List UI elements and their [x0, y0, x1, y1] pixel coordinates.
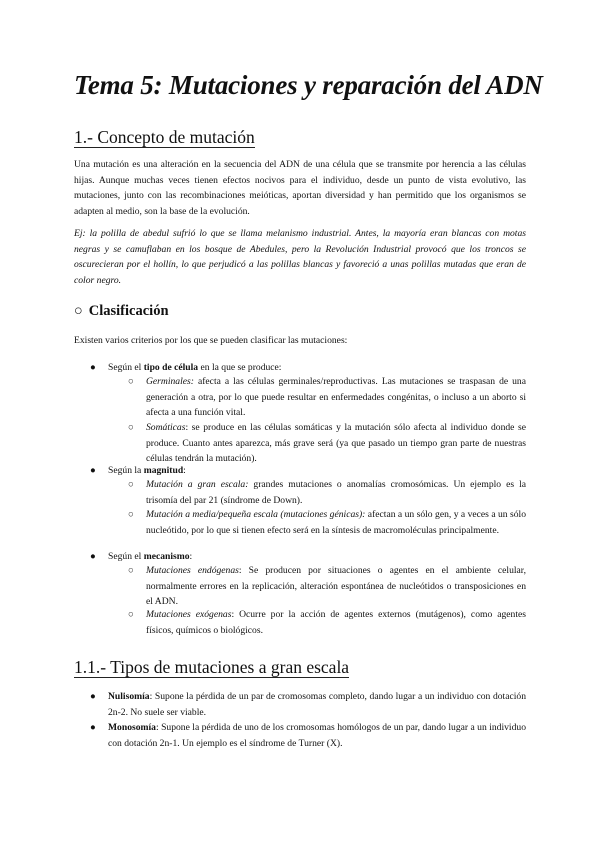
bullet-icon: ● — [90, 362, 96, 373]
classification-intro: Existen varios criterios por los que se pueden clasificar las mutaciones: — [74, 335, 348, 346]
bullet-icon: ● — [90, 551, 96, 562]
list-item-germinales: ○ Germinales: afecta a las células germinales/reproductivas. Las mutaciones se traspasan de una generación a otra, por lo que puede resultar en enfermedades congénitas, o incluso a un aborto si afecta a una función vital. — [128, 376, 526, 419]
circle-bullet-icon: ○ — [128, 479, 134, 490]
list-item-somaticas: ○ Somáticas: se produce en las células somáticas y la mutación sólo afecta al individuo donde se produce. Cuanto antes aparezca, más grave será (ya que pasado un tiempo gran parte de nuestras células tendrán la mutación). — [128, 422, 526, 465]
circle-bullet-icon: ○ — [128, 565, 134, 576]
example-paragraph: Ej: la polilla de abedul sufrió lo que se llama melanismo industrial. Antes, la mayoría eran blancas con motas negras y se camuflaban en los bosque de Abedules, pero la Revolución Industrial provocó que los troncos se oscurecieran por el hollín, lo que perjudicó a las polillas blancas y favoreció a unas polillas mutadas que eran de color negro. — [74, 228, 526, 286]
list-item-endogenas: ○ Mutaciones endógenas: Se producen por situaciones o agentes en el ambiente celular, normalmente errores en la replicación, alteración espontánea de nucleótidos o transposiciones en el ADN. — [128, 565, 526, 608]
circle-bullet-icon: ○ — [128, 422, 134, 433]
classification-heading: ○ Clasificación — [74, 303, 169, 319]
definition-paragraph: Una mutación es una alteración en la secuencia del ADN de una célula que se transmite por herencia a las células hijas. Aunque muchas veces tienen efectos nocivos para el individuo, desde un punto de vista evolutivo, las mutaciones, junto con las recombinaciones meióticas, aportan diversidad y han permitido que los organismos se adapten al medio, son la base de la evolución. — [74, 159, 526, 217]
circle-bullet-icon: ○ — [74, 303, 83, 319]
list-item-nulisomia: ● Nulisomía: Supone la pérdida de un par de cromosomas completo, dando lugar a un individuo con dotación 2n-2. No suele ser viable. — [90, 691, 526, 718]
section-1-1-heading: 1.1.- Tipos de mutaciones a gran escala — [74, 657, 350, 677]
list-item-gran-escala: ○ Mutación a gran escala: grandes mutaciones o anomalías cromosómicas. Un ejemplo es la trisomía del par 21 (síndrome de Down). — [128, 479, 526, 506]
criterion-cell-type: ● Según el tipo de célula en la que se produce: — [108, 360, 526, 376]
list-item-monosomia: ● Monosomía: Supone la pérdida de uno de los cromosomas homólogos de un par, dando lugar a un individuo con dotación 2n-1. Un ejemplo es el síndrome de Turner (X). — [90, 722, 526, 749]
criterion-mechanism: ● Según el mecanismo: — [108, 549, 526, 565]
bullet-icon: ● — [90, 691, 96, 702]
circle-bullet-icon: ○ — [128, 376, 134, 387]
circle-bullet-icon: ○ — [128, 509, 134, 520]
list-item-media-escala: ○ Mutación a media/pequeña escala (mutaciones génicas): afectan a un sólo gen, y a veces a un sólo nucleótido, por lo que si tienen efecto será en la síntesis de macromoléculas principalmente. — [128, 509, 527, 536]
bullet-icon: ● — [90, 722, 96, 733]
section-1-heading: 1.- Concepto de mutación — [74, 127, 255, 147]
list-item-exogenas: ○ Mutaciones exógenas: Ocurre por la acción de agentes externos (mutágenos), como agentes físicos, químicos o biológicos. — [128, 609, 526, 636]
document-title: Tema 5: Mutaciones y reparación del ADN — [74, 70, 543, 100]
circle-bullet-icon: ○ — [128, 609, 134, 620]
bullet-icon: ● — [90, 465, 96, 476]
criterion-magnitude: ● Según la magnitud: — [108, 463, 526, 479]
